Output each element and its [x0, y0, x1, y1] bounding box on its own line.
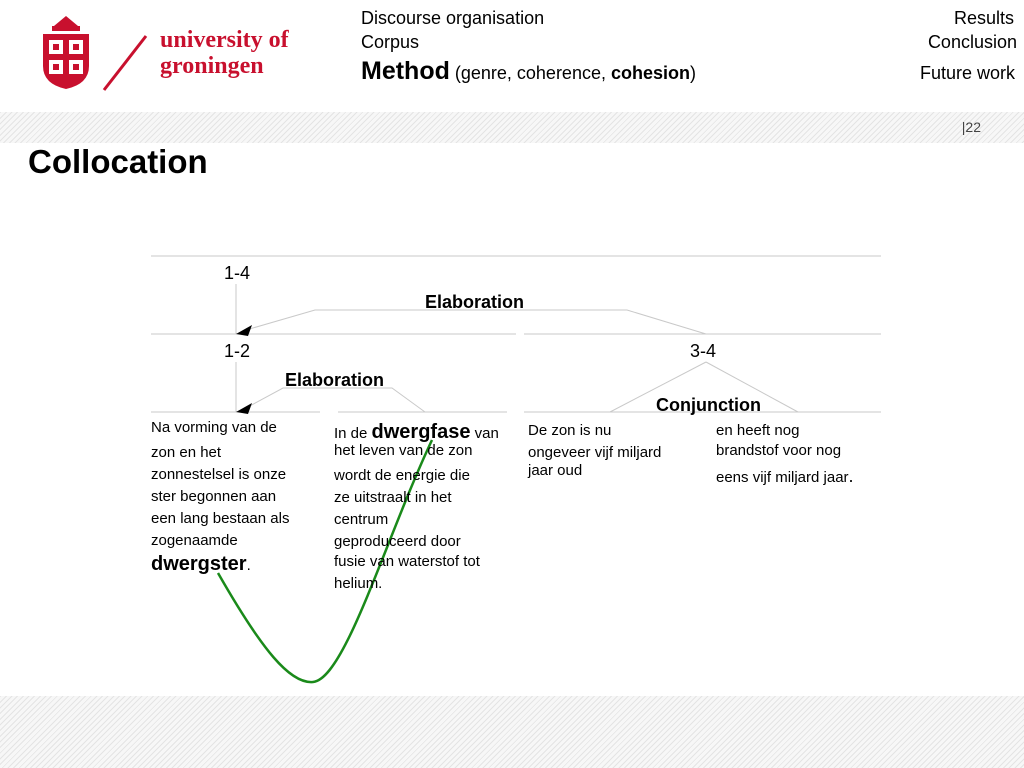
nav-item-corpus[interactable]: Corpus: [361, 32, 420, 52]
node-label-3-4: 3-4: [690, 341, 717, 361]
nav-method-paren-close: ): [690, 63, 696, 83]
node-label-1-2: 1-2: [224, 341, 251, 361]
leaf-segment-4: [716, 420, 886, 489]
leaf-segment-1: [151, 417, 326, 578]
leaf1-keyword-line: [151, 552, 326, 578]
node-label-1-4: 1-4: [224, 263, 251, 283]
leaf3-line: ongeveer vijf miljard: [528, 444, 662, 461]
page-number: |22: [961, 119, 981, 135]
nav-method-paren-open: (genre, coherence,: [449, 63, 611, 83]
leaf2-line: wordt de energie die: [334, 467, 470, 484]
leaf1-end: .: [246, 557, 251, 574]
footer-stripe-band: [0, 696, 1024, 768]
nav-item-results[interactable]: Results: [953, 8, 1014, 28]
leaf3-line: jaar oud: [528, 462, 583, 479]
leaf2-line: centrum: [334, 511, 389, 528]
leaf2-line: geproduceerd door: [334, 533, 461, 550]
keyword-dwergfase: dwergfase: [371, 421, 471, 443]
leaf-segment-3: [528, 420, 708, 482]
tree-root-relation-arc: [246, 310, 706, 334]
leaf1-line: een lang bestaan als: [151, 510, 290, 527]
leaf4-line: [716, 465, 886, 489]
leaf1-line: Na vorming van de: [151, 419, 277, 436]
logo-wordmark-line1: university of: [160, 27, 289, 53]
tree-left-relation-arc: [246, 388, 425, 412]
nav-item-future-work[interactable]: Future work: [919, 63, 1015, 83]
leaf4-line: brandstof voor nog: [716, 442, 842, 459]
leaf1-line: zogenaamde: [151, 532, 238, 549]
leaf2-line: ze uitstraalt in het: [334, 489, 452, 506]
nav-item-conclusion[interactable]: Conclusion: [927, 32, 1017, 52]
leaf1-line: ster begonnen aan: [151, 488, 277, 505]
leaf1-line: zon en het: [151, 444, 222, 461]
leaf4-line: en heeft nog: [716, 422, 800, 439]
leaf2-prefix: In de: [334, 425, 372, 442]
leaf4-line3: eens vijf miljard jaar: [716, 469, 849, 486]
leaf4-end: .: [848, 466, 854, 486]
keyword-dwergster: dwergster: [151, 553, 247, 575]
leaf2-line: fusie van waterstof tot: [334, 553, 480, 570]
relation-elaboration-root: Elaboration: [425, 292, 525, 312]
nav-method-cohesion: cohesion: [610, 63, 690, 83]
relation-elaboration-left: Elaboration: [285, 370, 385, 390]
nav-method-label: Method: [361, 57, 450, 85]
leaf1-line: zonnestelsel is onze: [151, 466, 287, 483]
logo-wordmark-line2: groningen: [160, 53, 264, 79]
nav-item-discourse-organisation[interactable]: Discourse organisation: [361, 8, 545, 28]
leaf3-line: De zon is nu: [528, 422, 612, 439]
leaf-segment-2: [334, 420, 534, 595]
leaf2-line: het leven van de zon: [334, 442, 473, 459]
slide-title: Collocation: [28, 143, 208, 180]
leaf2-suffix: van: [470, 425, 499, 442]
relation-conjunction: Conjunction: [656, 395, 761, 415]
leaf2-line: helium.: [334, 575, 383, 592]
